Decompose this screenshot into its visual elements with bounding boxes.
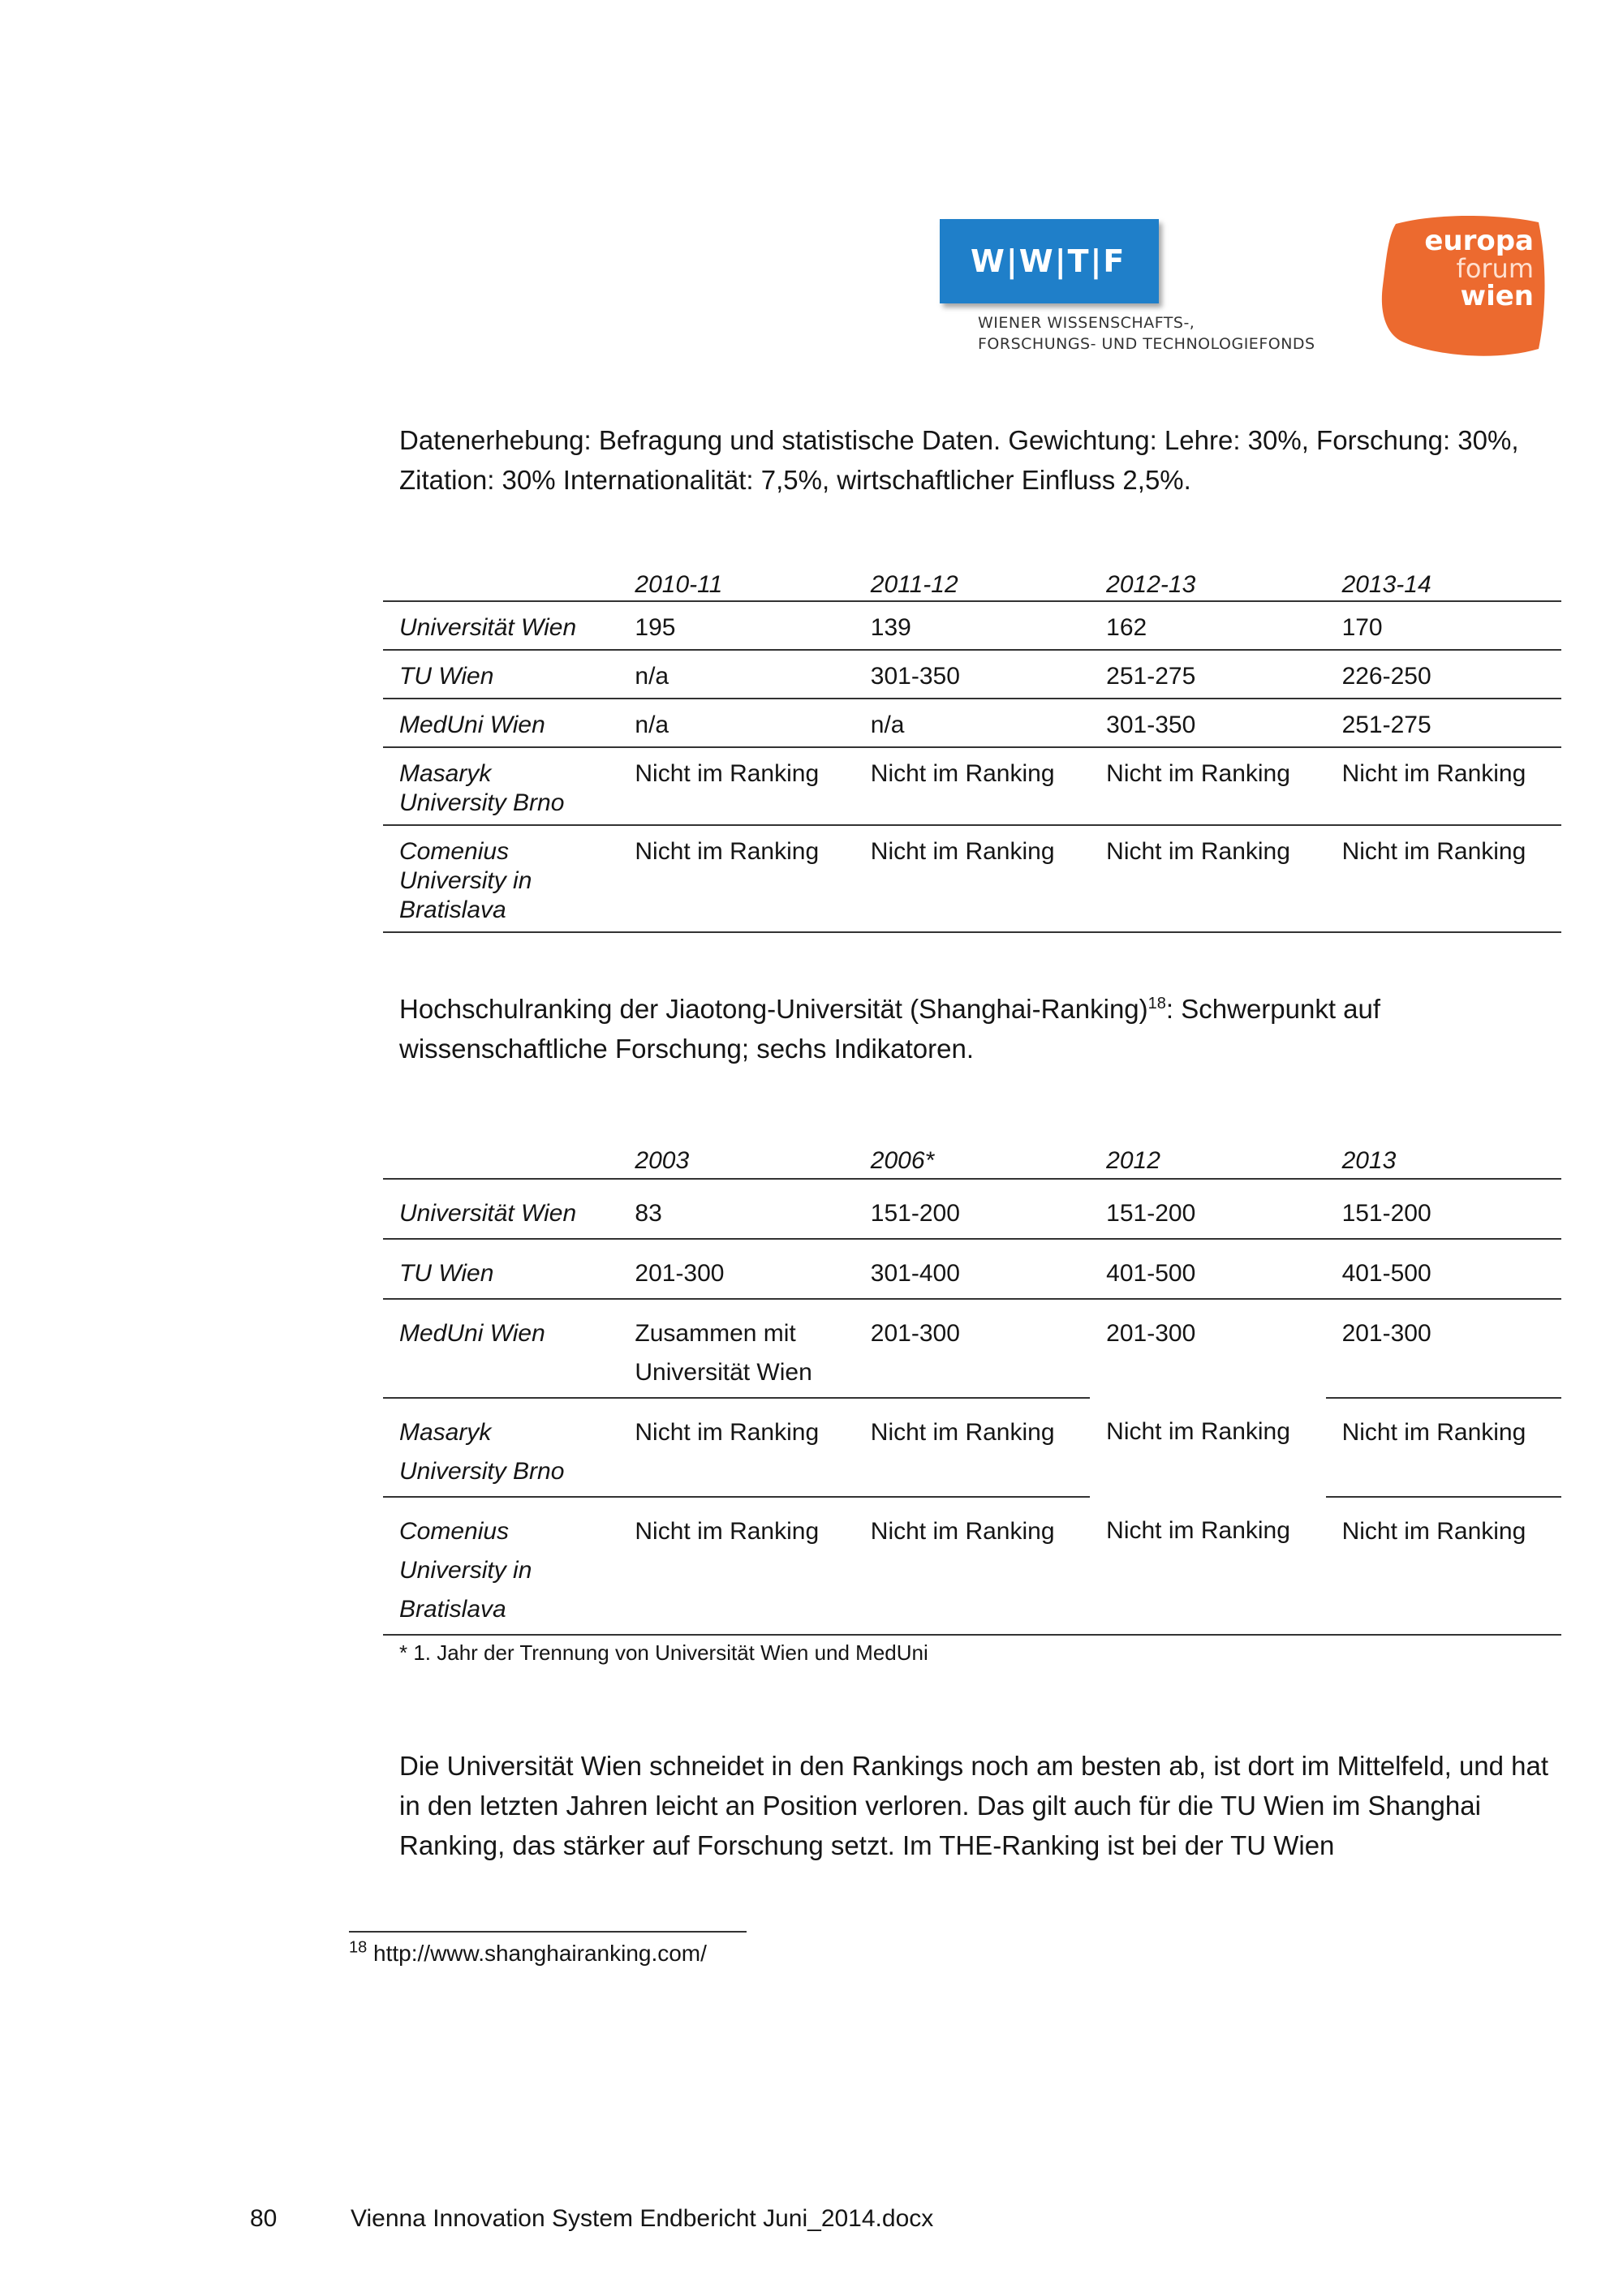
table-cell: n/a [618, 650, 854, 699]
table-row [383, 1239, 1561, 1299]
efw-logo-line2: forum [1456, 253, 1534, 284]
row-university-name: MedUni Wien [383, 1299, 618, 1398]
table-cell: Nicht im Ranking [1090, 825, 1325, 932]
table-cell: Nicht im Ranking [1106, 1418, 1290, 1445]
table-cell: Nicht im Ranking [1326, 1497, 1561, 1635]
row-university-name: Masaryk University Brno [383, 1398, 618, 1497]
document-title: Vienna Innovation System Endbericht Juni_2014.docx [351, 2205, 934, 2232]
table-cell: 301-400 [855, 1239, 1090, 1299]
table-header-cell: 2012 [1090, 1136, 1325, 1179]
table-header-cell [383, 561, 618, 601]
table-row [383, 747, 1561, 825]
row-university-name: Universität Wien [383, 1179, 618, 1239]
table-cell: Nicht im Ranking [618, 1398, 854, 1497]
table-cell: 83 [618, 1179, 854, 1239]
shanghai-paragraph [399, 989, 1552, 1068]
wwtf-logo-mark: W|W|T|F [971, 243, 1126, 279]
table-cell: Nicht im Ranking [855, 825, 1090, 932]
footnote [349, 1938, 707, 1967]
table-cell: Nicht im Ranking [1090, 747, 1325, 825]
table-cell: 151-200 [1326, 1179, 1561, 1239]
table-cell: 301-350 [855, 650, 1090, 699]
wwtf-logo-subtitle [978, 312, 1400, 355]
table-row [383, 601, 1561, 650]
table-cell: n/a [855, 699, 1090, 747]
table-cell: n/a [618, 699, 854, 747]
table-header-cell: 2013 [1326, 1136, 1561, 1179]
europa-forum-wien-logo [1380, 213, 1550, 363]
table-cell: 201-300 [1326, 1299, 1561, 1398]
table-row [383, 1398, 1561, 1497]
table-header-cell [383, 1136, 618, 1179]
table-cell: 201-300 [855, 1299, 1090, 1398]
table-row [383, 825, 1561, 932]
table-cell: 201-300 [618, 1239, 854, 1299]
table-cell: 226-250 [1326, 650, 1561, 699]
row-university-name: TU Wien [383, 1239, 618, 1299]
efw-logo-line3: wien [1460, 280, 1534, 312]
table-header-cell: 2013-14 [1326, 561, 1561, 601]
table-cell: 201-300 [1106, 1320, 1196, 1347]
table-header-row [383, 561, 1561, 601]
row-university-name: Masaryk University Brno [383, 747, 618, 825]
table-cell: Nicht im Ranking [1326, 747, 1561, 825]
table-cell: Nicht im Ranking [855, 1497, 1090, 1635]
table-cell: Nicht im Ranking [1326, 825, 1561, 932]
table-cell: 251-275 [1326, 699, 1561, 747]
page-number: 80 [250, 2205, 278, 2232]
shanghai-paragraph-text: Hochschulranking der Jiaotong-Universität (Shanghai-Ranking) [399, 994, 1148, 1024]
table-row [383, 1497, 1561, 1635]
table-cell: Nicht im Ranking [1326, 1398, 1561, 1497]
wwtf-subtitle-line2: FORSCHUNGS- UND TECHNOLOGIEFONDS [978, 335, 1315, 353]
table-header-row [383, 1136, 1561, 1179]
efw-logo-line1: europa [1424, 225, 1534, 257]
table-header-cell: 2003 [618, 1136, 854, 1179]
table-cell: 251-275 [1090, 650, 1325, 699]
table-row [383, 650, 1561, 699]
table-cell: 170 [1326, 601, 1561, 650]
table-cell: Nicht im Ranking [1090, 1497, 1325, 1635]
the-ranking-table [383, 561, 1561, 933]
footnote-divider [349, 1931, 747, 1933]
table-cell: Nicht im Ranking [855, 747, 1090, 825]
table-footnote: * 1. Jahr der Trennung von Universität Wien und MedUni [399, 1640, 928, 1665]
shanghai-paragraph-text-cont: : Schwerpunkt auf wissenschaftliche Forschung; sechs Indikatoren. [399, 994, 1381, 1064]
table-row [383, 1179, 1561, 1239]
closing-paragraph: Die Universität Wien schneidet in den Rankings noch am besten ab, ist dort im Mittelfeld, und hat in den letzten Jahren leicht an Position verloren. Das gilt auch für die TU Wien im Shanghai Ranking, das stärker auf Forschung setzt. Im THE-Ranking ist bei der TU Wien [399, 1751, 1549, 1860]
table-cell: 151-200 [1090, 1179, 1325, 1239]
footnote-link[interactable]: http://www.shanghairanking.com/ [373, 1941, 707, 1966]
row-university-name: Universität Wien [383, 601, 618, 650]
table-cell: 151-200 [855, 1179, 1090, 1239]
row-university-name: TU Wien [383, 650, 618, 699]
shanghai-ranking-table [383, 1136, 1561, 1636]
table-cell: 301-350 [1090, 699, 1325, 747]
table-cell: Zusammen mit Universität Wien [618, 1299, 854, 1398]
table-cell: Nicht im Ranking [618, 825, 854, 932]
table-cell: 162 [1090, 601, 1325, 650]
table-cell: 401-500 [1326, 1239, 1561, 1299]
row-university-name: Comenius University in Bratislava [383, 1497, 618, 1635]
row-university-name: MedUni Wien [383, 699, 618, 747]
table-cell: 139 [855, 601, 1090, 650]
footnote-reference[interactable]: 18 [1147, 995, 1166, 1013]
table-row [383, 1299, 1561, 1398]
intro-paragraph: Datenerhebung: Befragung und statistische Daten. Gewichtung: Lehre: 30%, Forschung: 30%, Zitation: 30% Internationalität: 7,5%, wirtschaftlicher Einfluss 2,5%. [399, 425, 1519, 495]
table-cell: 195 [618, 601, 854, 650]
table-cell: 401-500 [1090, 1239, 1325, 1299]
wwtf-logo [940, 219, 1159, 303]
table-header-cell: 2011-12 [855, 561, 1090, 601]
table-row [383, 699, 1561, 747]
table-header-cell: 2010-11 [618, 561, 854, 601]
row-university-name: Comenius University in Bratislava [383, 825, 618, 932]
table-cell: Nicht im Ranking [618, 747, 854, 825]
footnote-number: 18 [349, 1938, 368, 1957]
table-header-cell: 2012-13 [1090, 561, 1325, 601]
wwtf-subtitle-line1: WIENER WISSENSCHAFTS-, [978, 314, 1195, 332]
table-cell: Nicht im Ranking [618, 1497, 854, 1635]
table-cell: Nicht im Ranking [855, 1398, 1090, 1497]
table-header-cell: 2006* [855, 1136, 1090, 1179]
